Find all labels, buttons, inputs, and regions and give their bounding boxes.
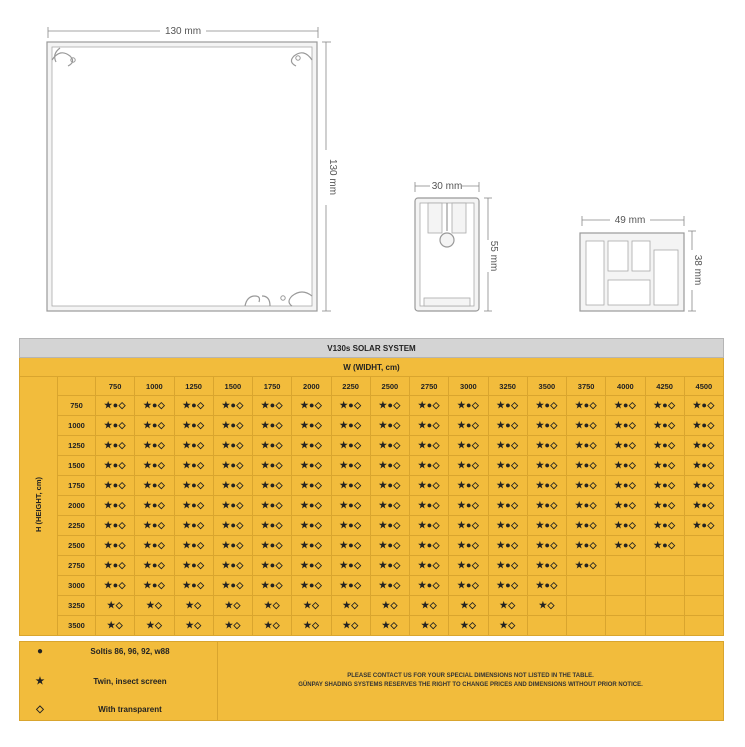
availability-cell: ★◇	[331, 616, 370, 636]
availability-cell: ★●◇	[606, 436, 645, 456]
availability-cell: ★●◇	[174, 556, 213, 576]
table-row	[20, 496, 724, 516]
height-row-header: 3000	[58, 576, 96, 596]
availability-cell: ★●◇	[410, 476, 449, 496]
small-profile	[415, 181, 499, 311]
availability-cell: ★●◇	[684, 436, 723, 456]
availability-cell: ★●◇	[213, 496, 252, 516]
height-row-header: 2250	[58, 516, 96, 536]
availability-cell: ★●◇	[645, 416, 684, 436]
availability-cell: ★●◇	[488, 416, 527, 436]
availability-cell: ★●◇	[135, 536, 174, 556]
availability-cell: ★●◇	[331, 416, 370, 436]
availability-cell: ★●◇	[370, 476, 409, 496]
notice-line-1: PLEASE CONTACT US FOR YOUR SPECIAL DIMENSIONS NOT LISTED IN THE TABLE.	[347, 673, 594, 679]
availability-cell: ★●◇	[410, 436, 449, 456]
width-column-header: 3500	[527, 377, 566, 396]
height-row-header: 2000	[58, 496, 96, 516]
availability-cell: ★●◇	[449, 436, 488, 456]
availability-cell: ★●◇	[410, 416, 449, 436]
width-column-header: 2750	[410, 377, 449, 396]
availability-cell: ★●◇	[253, 516, 292, 536]
rail-width-label: 49 mm	[614, 215, 646, 226]
availability-cell: ★●◇	[292, 516, 331, 536]
availability-cell: ★●◇	[213, 456, 252, 476]
availability-cell: ★◇	[449, 616, 488, 636]
availability-cell: ★●◇	[135, 416, 174, 436]
width-column-header: 4000	[606, 377, 645, 396]
availability-cell: ★●◇	[331, 576, 370, 596]
filled-circle-icon: ●	[36, 646, 44, 657]
table-row	[20, 516, 724, 536]
availability-cell: ★●◇	[135, 556, 174, 576]
availability-cell: ★●◇	[96, 496, 135, 516]
height-row-header: 3500	[58, 616, 96, 636]
availability-cell: ★●◇	[213, 476, 252, 496]
availability-cell: ★◇	[488, 616, 527, 636]
availability-cell: ★◇	[370, 616, 409, 636]
availability-cell: ★◇	[527, 596, 566, 616]
availability-cell: ★●◇	[174, 576, 213, 596]
availability-cell: ★●◇	[174, 396, 213, 416]
availability-cell: ★●◇	[527, 536, 566, 556]
width-column-header: 2000	[292, 377, 331, 396]
availability-cell: ★●◇	[606, 536, 645, 556]
availability-cell: ★●◇	[370, 536, 409, 556]
availability-cell: ★●◇	[645, 456, 684, 476]
availability-cell: ★●◇	[213, 436, 252, 456]
availability-cell: ★●◇	[645, 516, 684, 536]
table-row	[20, 396, 724, 416]
availability-cell: ★◇	[253, 596, 292, 616]
star-icon: ★	[35, 676, 45, 687]
availability-cell: ★●◇	[174, 456, 213, 476]
availability-cell: ★●◇	[645, 396, 684, 416]
availability-cell: ★●◇	[370, 396, 409, 416]
availability-cell: ★●◇	[606, 516, 645, 536]
availability-cell: ★●◇	[527, 416, 566, 436]
availability-cell: ★●◇	[331, 456, 370, 476]
availability-cell: ★●◇	[331, 556, 370, 576]
availability-cell	[606, 596, 645, 616]
availability-cell: ★●◇	[488, 456, 527, 476]
availability-cell: ★●◇	[370, 416, 409, 436]
availability-cell: ★●◇	[684, 456, 723, 476]
availability-cell: ★●◇	[488, 436, 527, 456]
availability-cell	[645, 556, 684, 576]
availability-cell: ★●◇	[174, 436, 213, 456]
availability-cell: ★●◇	[488, 396, 527, 416]
table-row	[20, 576, 724, 596]
availability-cell: ★●◇	[253, 436, 292, 456]
width-column-header: 3750	[567, 377, 606, 396]
legend-item-transparent	[20, 704, 217, 715]
table-row	[20, 416, 724, 436]
availability-cell: ★●◇	[645, 536, 684, 556]
legend-text: Twin, insect screen	[93, 677, 167, 686]
availability-cell	[684, 556, 723, 576]
notice-line-2: GÜNPAY SHADING SYSTEMS RESERVES THE RIGHT TO CHANGE PRICES AND DIMENSIONS WITHOUT PRIOR NOTICE.	[298, 682, 643, 688]
width-column-header: 1500	[213, 377, 252, 396]
availability-cell: ★●◇	[331, 536, 370, 556]
legend-text: With transparent	[98, 705, 162, 714]
availability-cell: ★●◇	[410, 556, 449, 576]
availability-cell: ★●◇	[449, 516, 488, 536]
availability-cell: ★●◇	[253, 556, 292, 576]
availability-cell	[684, 596, 723, 616]
table-row	[20, 596, 724, 616]
width-column-header: 4250	[645, 377, 684, 396]
width-column-header: 1250	[174, 377, 213, 396]
availability-cell: ★●◇	[527, 476, 566, 496]
legend	[20, 642, 218, 720]
height-row-header: 750	[58, 396, 96, 416]
availability-cell: ★●◇	[370, 556, 409, 576]
availability-cell: ★●◇	[174, 476, 213, 496]
availability-cell	[606, 556, 645, 576]
availability-cell: ★●◇	[527, 556, 566, 576]
availability-cell: ★◇	[135, 596, 174, 616]
availability-cell: ★●◇	[135, 436, 174, 456]
availability-cell: ★●◇	[96, 416, 135, 436]
availability-cell: ★●◇	[213, 516, 252, 536]
availability-cell: ★◇	[213, 596, 252, 616]
availability-cell: ★●◇	[96, 516, 135, 536]
availability-cell: ★◇	[292, 596, 331, 616]
availability-cell: ★●◇	[567, 396, 606, 416]
availability-cell: ★●◇	[370, 576, 409, 596]
availability-cell: ★●◇	[331, 496, 370, 516]
availability-cell: ★●◇	[567, 476, 606, 496]
availability-cell: ★●◇	[645, 476, 684, 496]
width-column-header: 3000	[449, 377, 488, 396]
availability-cell: ★●◇	[567, 416, 606, 436]
table-row	[20, 476, 724, 496]
spec-table	[19, 338, 724, 636]
height-row-header: 1250	[58, 436, 96, 456]
availability-cell: ★●◇	[488, 516, 527, 536]
notice	[218, 642, 723, 720]
availability-cell: ★●◇	[253, 396, 292, 416]
large-height-label: 130 mm	[327, 158, 338, 196]
availability-cell: ★●◇	[410, 396, 449, 416]
availability-cell	[645, 616, 684, 636]
availability-cell: ★●◇	[606, 416, 645, 436]
table-row	[20, 436, 724, 456]
availability-cell: ★●◇	[567, 436, 606, 456]
diamond-icon: ◇	[36, 704, 44, 715]
height-row-header: 2750	[58, 556, 96, 576]
table-title: V130s SOLAR SYSTEM	[20, 339, 724, 358]
availability-cell	[645, 596, 684, 616]
availability-cell: ★●◇	[606, 476, 645, 496]
availability-cell: ★●◇	[213, 536, 252, 556]
width-column-header: 3250	[488, 377, 527, 396]
availability-cell: ★●◇	[370, 456, 409, 476]
legend-panel	[19, 641, 724, 721]
availability-cell: ★●◇	[488, 496, 527, 516]
availability-cell: ★●◇	[370, 436, 409, 456]
availability-cell: ★●◇	[253, 496, 292, 516]
availability-cell: ★●◇	[527, 436, 566, 456]
height-row-header: 3250	[58, 596, 96, 616]
availability-cell: ★●◇	[331, 516, 370, 536]
availability-cell: ★●◇	[527, 456, 566, 476]
availability-cell: ★●◇	[606, 396, 645, 416]
height-axis-text: H (HEIGHT, cm)	[34, 477, 43, 533]
availability-cell: ★●◇	[567, 516, 606, 536]
availability-cell: ★●◇	[488, 576, 527, 596]
availability-cell: ★●◇	[213, 576, 252, 596]
availability-cell: ★●◇	[410, 456, 449, 476]
availability-cell: ★●◇	[213, 556, 252, 576]
availability-cell	[527, 616, 566, 636]
availability-cell: ★●◇	[331, 396, 370, 416]
availability-cell	[567, 596, 606, 616]
availability-cell: ★●◇	[684, 516, 723, 536]
height-row-header: 1750	[58, 476, 96, 496]
availability-cell: ★●◇	[213, 416, 252, 436]
availability-cell: ★●◇	[567, 536, 606, 556]
width-axis-label: W (WIDHT, cm)	[20, 358, 724, 377]
availability-cell: ★◇	[174, 596, 213, 616]
availability-cell	[645, 576, 684, 596]
availability-cell: ★◇	[174, 616, 213, 636]
availability-cell: ★●◇	[253, 416, 292, 436]
availability-cell: ★●◇	[213, 396, 252, 416]
availability-cell: ★◇	[410, 596, 449, 616]
availability-cell: ★●◇	[292, 436, 331, 456]
availability-cell: ★◇	[213, 616, 252, 636]
availability-cell	[567, 576, 606, 596]
rail-profile	[580, 215, 703, 311]
height-row-header: 1000	[58, 416, 96, 436]
width-column-header: 4500	[684, 377, 723, 396]
profile-drawings	[0, 0, 745, 330]
availability-cell	[684, 536, 723, 556]
availability-cell: ★●◇	[410, 496, 449, 516]
availability-cell: ★◇	[488, 596, 527, 616]
availability-cell: ★●◇	[606, 496, 645, 516]
availability-cell: ★●◇	[684, 496, 723, 516]
availability-cell: ★●◇	[135, 576, 174, 596]
availability-cell: ★●◇	[135, 396, 174, 416]
availability-cell: ★●◇	[292, 536, 331, 556]
height-row-header: 1500	[58, 456, 96, 476]
width-column-header: 750	[96, 377, 135, 396]
availability-cell: ★●◇	[567, 456, 606, 476]
availability-cell: ★●◇	[645, 436, 684, 456]
table-corner	[58, 377, 96, 396]
availability-cell: ★●◇	[174, 416, 213, 436]
availability-cell: ★●◇	[292, 576, 331, 596]
availability-cell: ★●◇	[96, 556, 135, 576]
small-width-label: 30 mm	[431, 181, 463, 192]
availability-cell: ★●◇	[527, 496, 566, 516]
availability-cell: ★●◇	[606, 456, 645, 476]
availability-cell: ★●◇	[331, 436, 370, 456]
availability-cell: ★●◇	[410, 576, 449, 596]
availability-cell: ★●◇	[449, 396, 488, 416]
availability-cell	[567, 616, 606, 636]
availability-cell: ★●◇	[567, 556, 606, 576]
large-width-label: 130 mm	[164, 26, 202, 37]
availability-cell: ★●◇	[488, 476, 527, 496]
availability-cell: ★●◇	[331, 476, 370, 496]
table-row	[20, 536, 724, 556]
availability-cell: ★◇	[370, 596, 409, 616]
availability-cell: ★●◇	[135, 456, 174, 476]
legend-item-twin	[20, 676, 217, 687]
availability-cell: ★◇	[96, 616, 135, 636]
availability-cell: ★●◇	[449, 456, 488, 476]
availability-cell: ★●◇	[292, 556, 331, 576]
availability-cell: ★●◇	[527, 396, 566, 416]
availability-cell: ★●◇	[96, 476, 135, 496]
availability-cell: ★●◇	[174, 536, 213, 556]
availability-cell: ★●◇	[96, 436, 135, 456]
availability-cell: ★●◇	[174, 516, 213, 536]
availability-cell: ★◇	[135, 616, 174, 636]
width-column-header: 1750	[253, 377, 292, 396]
availability-cell: ★●◇	[292, 476, 331, 496]
legend-item-fabric	[20, 646, 217, 657]
rail-height-label: 38 mm	[692, 254, 703, 286]
availability-cell: ★●◇	[135, 476, 174, 496]
availability-cell: ★●◇	[449, 476, 488, 496]
availability-cell	[606, 616, 645, 636]
availability-cell: ★●◇	[96, 536, 135, 556]
availability-cell: ★●◇	[684, 396, 723, 416]
availability-cell: ★●◇	[292, 396, 331, 416]
availability-cell: ★●◇	[449, 536, 488, 556]
availability-cell: ★●◇	[449, 576, 488, 596]
availability-cell: ★●◇	[253, 576, 292, 596]
spec-table-wrap	[19, 338, 724, 636]
availability-cell: ★●◇	[449, 416, 488, 436]
availability-cell: ★●◇	[292, 496, 331, 516]
table-row	[20, 616, 724, 636]
height-row-header: 2500	[58, 536, 96, 556]
availability-cell: ★●◇	[96, 576, 135, 596]
availability-cell: ★●◇	[488, 536, 527, 556]
availability-cell: ★●◇	[135, 496, 174, 516]
availability-cell: ★●◇	[567, 496, 606, 516]
availability-cell: ★●◇	[684, 416, 723, 436]
availability-cell	[684, 576, 723, 596]
availability-cell: ★◇	[410, 616, 449, 636]
availability-cell: ★◇	[96, 596, 135, 616]
availability-cell: ★●◇	[253, 476, 292, 496]
height-axis-label	[20, 377, 58, 636]
availability-cell: ★●◇	[449, 496, 488, 516]
table-row	[20, 456, 724, 476]
availability-cell: ★◇	[331, 596, 370, 616]
availability-cell: ★●◇	[292, 416, 331, 436]
width-column-header: 2250	[331, 377, 370, 396]
availability-cell: ★●◇	[135, 516, 174, 536]
availability-cell: ★●◇	[253, 456, 292, 476]
availability-cell: ★●◇	[449, 556, 488, 576]
availability-cell: ★●◇	[174, 496, 213, 516]
legend-text: Soltis 86, 96, 92, w88	[90, 647, 170, 656]
availability-cell: ★●◇	[527, 516, 566, 536]
availability-cell	[606, 576, 645, 596]
availability-cell: ★◇	[449, 596, 488, 616]
availability-cell: ★●◇	[410, 536, 449, 556]
availability-cell: ★●◇	[96, 396, 135, 416]
availability-cell: ★●◇	[645, 496, 684, 516]
availability-cell: ★●◇	[684, 476, 723, 496]
availability-cell: ★◇	[292, 616, 331, 636]
availability-cell: ★●◇	[410, 516, 449, 536]
width-column-header: 1000	[135, 377, 174, 396]
width-column-header: 2500	[370, 377, 409, 396]
availability-cell: ★◇	[253, 616, 292, 636]
availability-cell: ★●◇	[527, 576, 566, 596]
table-row	[20, 556, 724, 576]
large-profile	[47, 26, 338, 311]
small-height-label: 55 mm	[488, 240, 499, 272]
availability-cell: ★●◇	[370, 496, 409, 516]
availability-cell	[684, 616, 723, 636]
availability-cell: ★●◇	[292, 456, 331, 476]
availability-cell: ★●◇	[253, 536, 292, 556]
availability-cell: ★●◇	[370, 516, 409, 536]
availability-cell: ★●◇	[488, 556, 527, 576]
availability-cell: ★●◇	[96, 456, 135, 476]
